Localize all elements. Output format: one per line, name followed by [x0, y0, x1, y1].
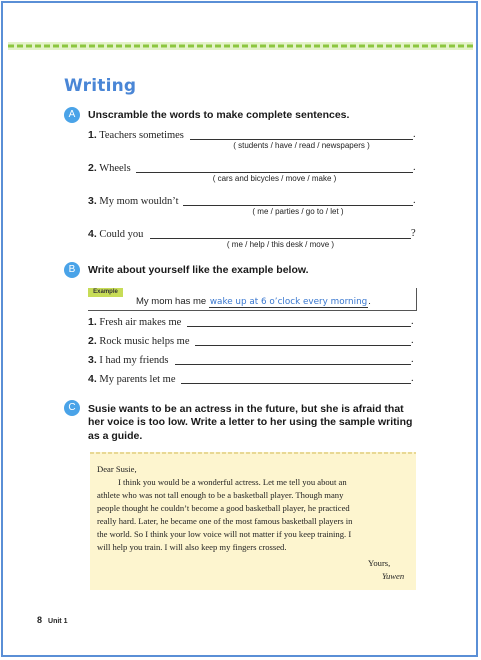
letter-closing: Yours, [368, 558, 391, 568]
b-answer-line-4[interactable] [181, 382, 411, 384]
letter-line-4: really hard. Later, he became one of the most famous basketball players in [97, 516, 353, 526]
b-item-4: 4. My parents let me [88, 373, 176, 385]
page-footer [37, 615, 67, 625]
part-c-instruction: Susie wants to be an actress in the future, but she is afraid that her voice is too low. Write a letter to her using the sample writing as a guide. [88, 403, 413, 442]
letter-line-2: athlete who was not tall enough to be a basketball player. Though many [97, 490, 344, 500]
b-item-3-end: . [411, 354, 414, 365]
a-item-3: 3. My mom wouldn’t [88, 195, 179, 207]
a-answer-line-2[interactable] [136, 171, 413, 173]
b-item-2: 2. Rock music helps me [88, 335, 190, 347]
example-answer: wake up at 6 o’clock every morning [209, 297, 368, 307]
b-answer-line-1[interactable] [187, 325, 411, 327]
a-item-2: 2. Wheels [88, 162, 131, 174]
decorative-dashed-rule [8, 42, 473, 50]
a-answer-line-1[interactable] [190, 138, 413, 140]
letter-line-1: I think you would be a wonderful actress. Let me tell you about an [118, 477, 347, 487]
page-number: 8 [37, 615, 43, 625]
a-hint-4: ( me / help / this desk / move ) [226, 240, 335, 249]
part-a-badge: A [64, 107, 80, 123]
a-item-4: 4. Could you [88, 228, 144, 240]
a-hint-1: ( students / have / read / newspapers ) [233, 141, 370, 150]
part-b-instruction: Write about yourself like the example below. [88, 264, 309, 276]
b-item-1: 1. Fresh air makes me [88, 316, 182, 328]
letter-greeting: Dear Susie, [97, 464, 137, 474]
b-item-4-end: . [411, 373, 414, 384]
example-tag: Example [88, 288, 123, 297]
letter-torn-edge [90, 452, 416, 457]
a-item-1-end: . [413, 129, 416, 140]
part-a-instruction: Unscramble the words to make complete sentences. [88, 109, 350, 121]
a-answer-line-4[interactable] [150, 237, 411, 239]
a-hint-3: ( me / parties / go to / let ) [252, 207, 344, 216]
a-item-3-end: . [413, 195, 416, 206]
a-answer-line-3[interactable] [183, 204, 413, 206]
letter-line-3: people thought he couldn’t become a good basketball player, he practiced [97, 503, 350, 513]
letter-line-6: will help you train. I will also keep my fingers crossed. [97, 542, 287, 552]
letter-signature: Yuwen [382, 571, 405, 581]
a-hint-2: ( cars and bicycles / move / make ) [212, 174, 337, 183]
a-item-2-end: . [413, 162, 416, 173]
a-item-4-end: ? [411, 228, 416, 239]
b-answer-line-3[interactable] [175, 363, 411, 365]
letter-line-5: the world. So I think your low voice will not matter if you keep training. I [97, 529, 352, 539]
example-sentence: My mom has me wake up at 6 o’clock every morning. [136, 296, 371, 307]
unit-label: Unit 1 [48, 618, 68, 625]
section-title: Writing [64, 76, 137, 96]
a-item-1: 1. Teachers sometimes [88, 129, 184, 141]
b-item-3: 3. I had my friends [88, 354, 169, 366]
b-item-1-end: . [411, 316, 414, 327]
b-item-2-end: . [411, 335, 414, 346]
part-b-badge: B [64, 262, 80, 278]
part-c-badge: C [64, 400, 80, 416]
b-answer-line-2[interactable] [195, 344, 411, 346]
